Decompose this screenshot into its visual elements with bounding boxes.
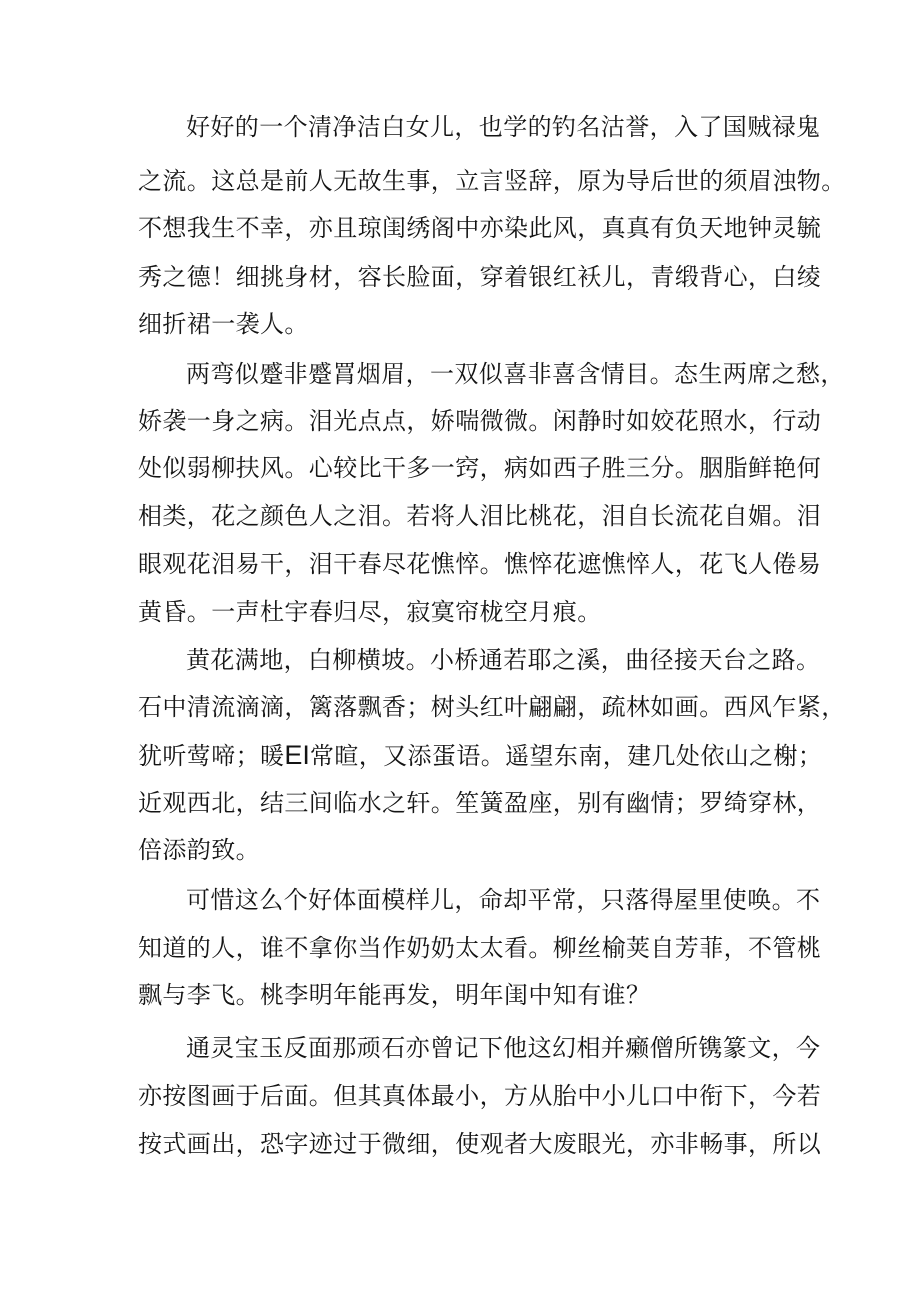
paragraph-4-line-2: 知道的人，谁不拿你当作奶奶太太看。柳丝榆荚自芳菲，不管桃 — [138, 934, 822, 962]
paragraph-2-line-2: 娇袭一身之病。泪光点点，娇喘微微。闲静时如姣花照水，行动 — [138, 407, 822, 435]
paragraph-3-line-1: 黄花满地，白柳横坡。小桥通若耶之溪，曲径接天台之路。 — [186, 646, 821, 674]
paragraph-1-line-5: 细折裙一袭人。 — [138, 310, 309, 338]
paragraph-4-line-1: 可惜这么个好体面模样儿，命却平常，只落得屋里使唤。不 — [186, 886, 821, 914]
paragraph-5-line-3: 按式画出，恐字迹过于微细，使观者大废眼光，亦非畅事，所以 — [138, 1130, 822, 1158]
paragraph-3-line-4: 近观西北，结三间临水之轩。笙簧盈座，别有幽情；罗绮穿林， — [138, 789, 822, 817]
paragraph-2-line-3: 处似弱柳扶风。心较比干多一窍，病如西子胜三分。胭脂鲜艳何 — [138, 454, 822, 482]
paragraph-2-line-4: 相类，花之颜色人之泪。若将人泪比桃花，泪自长流花自媚。泪 — [138, 502, 822, 530]
paragraph-3-line-3-after: 常暄，又添蛋语。遥望东南，建几处依山之榭； — [309, 742, 823, 770]
paragraph-3-line-2: 石中清流滴滴，篱落飘香；树头红叶翩翩，疏林如画。西风乍紧， — [138, 693, 846, 721]
paragraph-5-line-2: 亦按图画于后面。但其真体最小，方从胎中小儿口中衔下，今若 — [138, 1082, 822, 1110]
paragraph-5-line-1: 通灵宝玉反面那顽石亦曾记下他这幻相并癞僧所镌篆文，今 — [186, 1034, 821, 1062]
paragraph-3-line-3 — [138, 732, 822, 778]
paragraph-2-line-6: 黄昏。一声杜宇春归尽，寂寞帘栊空月痕。 — [138, 598, 602, 626]
paragraph-3-line-3-latin: EI — [284, 740, 310, 770]
paragraph-4-line-3: 飘与李飞。桃李明年能再发，明年闺中知有谁？ — [138, 981, 651, 1009]
paragraph-1-line-4: 秀之德！细挑身材，容长脸面，穿着银红袄儿，青缎背心，白绫 — [138, 263, 822, 291]
paragraph-1-line-1: 好好的一个清净洁白女儿，也学的钓名沽誉，入了国贼禄鬼 — [186, 113, 821, 141]
paragraph-3-line-3-before: 犹听莺啼；暖 — [138, 742, 285, 770]
paragraph-3-line-5: 倍添韵致。 — [138, 836, 260, 864]
paragraph-2-line-5: 眼观花泪易干，泪干春尽花憔悴。憔悴花遮憔悴人，花飞人倦易 — [138, 550, 822, 578]
paragraph-1-line-3: 不想我生不幸，亦且琼闺绣阁中亦染此风，真真有负天地钟灵毓 — [138, 214, 822, 242]
paragraph-2-line-1: 两弯似蹙非蹙罥烟眉，一双似喜非喜含情目。态生两席之愁， — [186, 360, 845, 388]
paragraph-1-line-2: 之流。这总是前人无故生事，立言竖辞，原为导后世的须眉浊物。 — [138, 167, 846, 195]
